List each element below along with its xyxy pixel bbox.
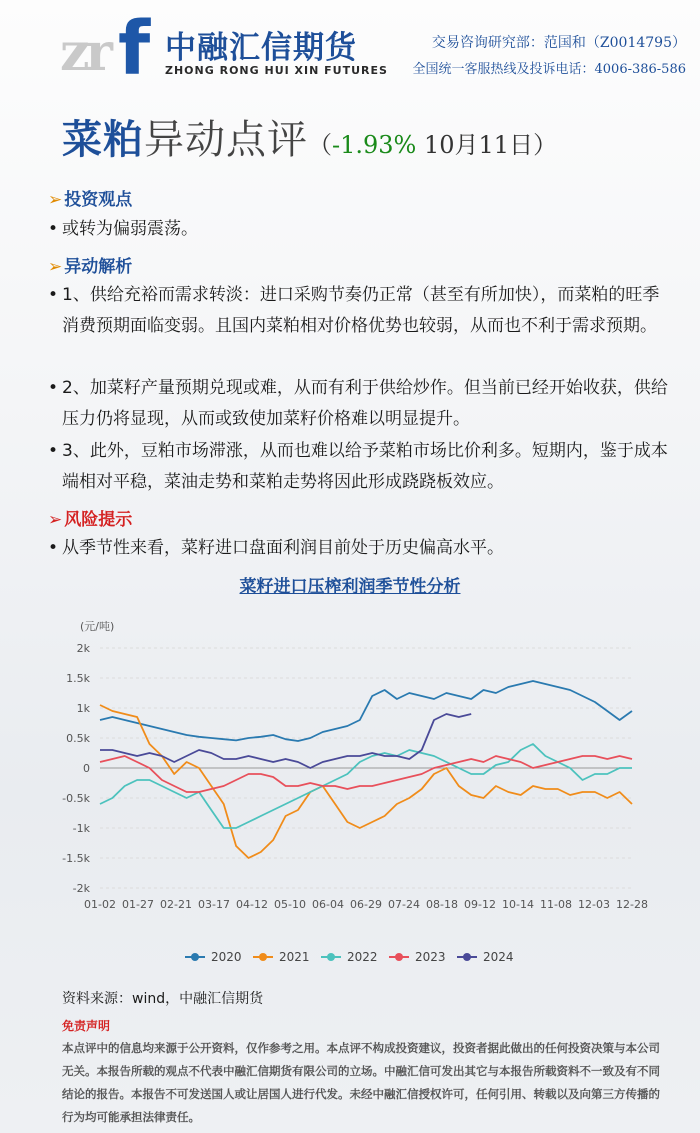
view-text: 或转为偏弱震荡。 [62, 219, 198, 239]
seasonal-profit-chart [0, 600, 700, 990]
report-header [0, 0, 700, 95]
analysis-bullet-1: • 1、供给充裕而需求转淡：进口采购节奏仍正常（甚至有所加快），而菜粕的旺季消费预期面临变弱。且国内菜粕相对价格优势也较弱，从而也不利于需求预期。 [48, 280, 668, 311]
logo-mark: zr [60, 22, 109, 83]
legend-label-2024: 2024 [483, 950, 514, 964]
risk-text: 从季节性来看，菜籽进口盘面利润目前处于历史偏高水平。 [62, 538, 504, 558]
legend-marker-2024 [463, 953, 471, 961]
x-tick-label: 06-04 [312, 898, 344, 911]
analysis-text-3: 3、此外，豆粕市场滞涨，从而也难以给予菜粕市场比价利多。短期内，鉴于成本端相对平稳，菜油走势和菜粕走势将因此形成跷跷板效应。 [62, 441, 668, 492]
y-tick-label: -0.5k [62, 792, 90, 805]
x-tick-label: 06-29 [350, 898, 382, 911]
legend-label-2022: 2022 [347, 950, 378, 964]
company-name-en: ZHONG RONG HUI XIN FUTURES [165, 64, 388, 77]
x-tick-label: 04-12 [236, 898, 268, 911]
logo-letter: f [118, 6, 151, 92]
x-tick-label: 01-27 [122, 898, 154, 911]
series-line-2020 [100, 681, 632, 741]
legend-label-2023: 2023 [415, 950, 446, 964]
disclaimer-body: 本点评中的信息均来源于公开资料，仅作参考之用。本点评不构成投资建议，投资者据此做出的任何投资决策与本公司无关。本报告所载的观点不代表中融汇信期货有限公司的立场。中融汇信可发出其它与本报告所载资料不一致及有不同结论的报告。本报告不可发送国人或让居国人进行代发。未经中融汇信授权许可，任何引用、转载以及向第三方传播的行为均可能承担法律责任。 [62, 1041, 660, 1124]
section-heading-risk: ➢ 风险提示 [48, 510, 133, 530]
y-tick-label: 0.5k [66, 732, 90, 745]
series-line-2021 [100, 705, 632, 858]
chart-title: 菜籽进口压榨利润季节性分析 [239, 577, 461, 597]
legend-marker-2022 [327, 953, 335, 961]
x-tick-label: 01-02 [84, 898, 116, 911]
x-tick-label: 05-10 [274, 898, 306, 911]
y-tick-label: -1.5k [62, 852, 90, 865]
x-tick-label: 12-28 [616, 898, 648, 911]
x-tick-label: 08-18 [426, 898, 458, 911]
y-tick-label: 2k [76, 642, 90, 655]
risk-bullet: • 从季节性来看，菜籽进口盘面利润目前处于历史偏高水平。 [48, 533, 668, 564]
x-tick-label: 12-03 [578, 898, 610, 911]
analysis-text-1: 1、供给充裕而需求转淡：进口采购节奏仍正常（甚至有所加快），而菜粕的旺季消费预期面临变弱。且国内菜粕相对价格优势也较弱，从而也不利于需求预期。 [62, 285, 660, 336]
section-heading-view: ➢ 投资观点 [48, 190, 133, 210]
legend-marker-2023 [395, 953, 403, 961]
disclaimer-title: 免责声明 [62, 1019, 111, 1033]
legend-label-2021: 2021 [279, 950, 310, 964]
x-tick-label: 02-21 [160, 898, 192, 911]
x-tick-label: 09-12 [464, 898, 496, 911]
legend-marker-2020 [191, 953, 199, 961]
section-heading-analysis: ➢ 异动解析 [48, 257, 133, 277]
page-title [62, 108, 557, 165]
data-source: 资料来源：wind，中融汇信期货 [62, 991, 264, 1007]
view-bullet: • 或转为偏弱震荡。 [48, 214, 668, 245]
analysis-bullet-2: • 2、加菜籽产量预期兑现或难，从而有利于供给炒作。但当前已经开始收获，供给压力仍将显现，从而或致使加菜籽价格难以明显提升。 [48, 373, 668, 404]
x-tick-label: 07-24 [388, 898, 420, 911]
hotline-contact: 全国统一客服热线及投诉电话：4006-386-586 [412, 62, 686, 77]
legend-marker-2021 [259, 953, 267, 961]
company-name-cn: 中融汇信期货 [165, 30, 357, 66]
series-line-2024 [100, 714, 471, 768]
y-tick-label: -2k [72, 882, 90, 895]
series-line-2023 [100, 756, 632, 792]
title-paren-open: （ [308, 131, 332, 159]
arrow-icon: ➢ [48, 190, 63, 210]
y-tick-label: -1k [72, 822, 90, 835]
arrow-icon: ➢ [48, 257, 63, 277]
analysis-text-2: 2、加菜籽产量预期兑现或难，从而有利于供给炒作。但当前已经开始收获，供给压力仍将显现，从而或致使加菜籽价格难以明显提升。 [62, 378, 668, 429]
x-tick-label: 11-08 [540, 898, 572, 911]
x-tick-label: 10-14 [502, 898, 534, 911]
analyst-contact: 交易咨询研究部：范国和（Z0014795） [431, 35, 686, 51]
y-tick-label: 0 [83, 762, 90, 775]
title-kind: 异动点评 [144, 117, 308, 163]
analysis-bullet-3: • 3、此外，豆粕市场滞涨，从而也难以给予菜粕市场比价利多。短期内，鉴于成本端相对平稳，菜油走势和菜粕走势将因此形成跷跷板效应。 [48, 436, 668, 467]
y-tick-label: 1.5k [66, 672, 90, 685]
title-product: 菜粕 [62, 117, 144, 163]
legend-label-2020: 2020 [211, 950, 242, 964]
y-tick-label: 1k [76, 702, 90, 715]
y-axis-label: (元/吨) [80, 620, 115, 633]
title-date: 10月11日） [416, 131, 558, 159]
x-tick-label: 03-17 [198, 898, 230, 911]
title-change-pct: -1.93% [332, 131, 417, 159]
arrow-icon: ➢ [48, 510, 63, 530]
